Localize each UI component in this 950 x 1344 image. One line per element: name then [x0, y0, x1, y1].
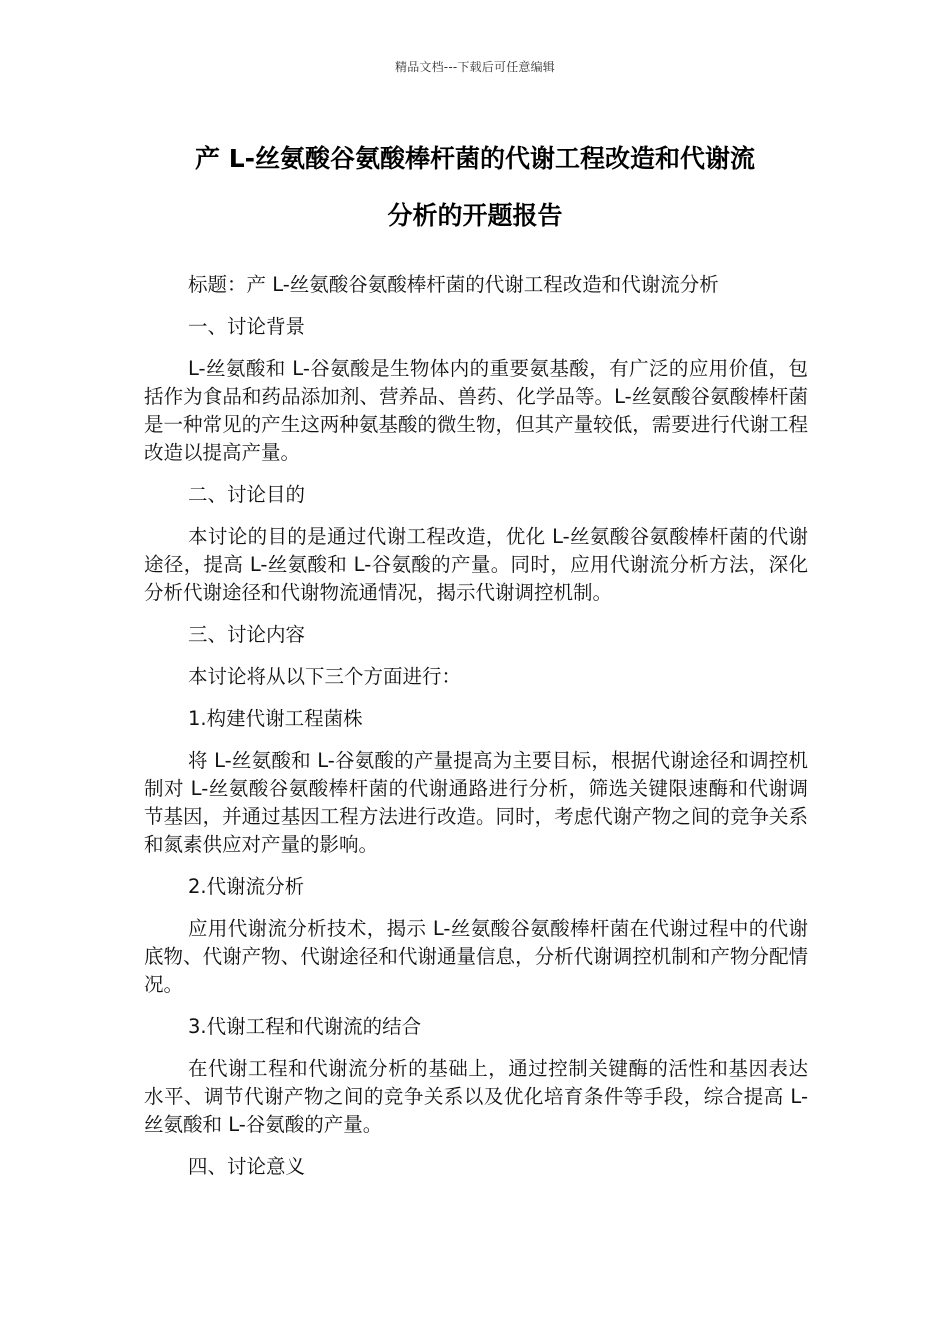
- paragraph-combination: 在代谢工程和代谢流分析的基础上，通过控制关键酶的活性和基因表达水平、调节代谢产物之间的竞争关系以及优化培育条件等手段，综合提高 L-丝氨酸和 L-谷氨酸的产量。: [144, 1057, 808, 1136]
- item-heading-flux: 2.代谢流分析: [188, 875, 305, 898]
- paragraph-purpose: 本讨论的目的是通过代谢工程改造，优化 L-丝氨酸谷氨酸棒杆菌的代谢途径，提高 L-丝氨酸和 L-谷氨酸的产量。同时，应用代谢流分析方法，深化分析代谢途径和代谢物流通情况，揭示代谢调控机制。: [144, 525, 808, 604]
- paragraph-flux: 应用代谢流分析技术，揭示 L-丝氨酸谷氨酸棒杆菌在代谢过程中的代谢底物、代谢产物、代谢途径和代谢通量信息，分析代谢调控机制和产物分配情况。: [144, 917, 808, 996]
- paragraph-background: L-丝氨酸和 L-谷氨酸是生物体内的重要氨基酸，有广泛的应用价值，包括作为食品和药品添加剂、营养品、兽药、化学品等。L-丝氨酸谷氨酸棒杆菌是一种常见的产生这两种氨基酸的微生物，但其产量较低，需要进行代谢工程改造以提高产量。: [144, 357, 808, 464]
- header-note: 精品文档---下载后可任意编辑: [395, 60, 555, 74]
- section-heading-purpose: 二、讨论目的: [188, 483, 306, 506]
- document-body: [144, 271, 808, 1195]
- content-intro: 本讨论将从以下三个方面进行：: [188, 665, 462, 688]
- item-heading-strain: 1.构建代谢工程菌株: [188, 707, 363, 730]
- section-heading-background: 一、讨论背景: [188, 315, 306, 338]
- document-title-line-2: 分析的开题报告: [387, 201, 563, 230]
- section-heading-significance: 四、讨论意义: [188, 1155, 306, 1178]
- subject-line: 标题：产 L-丝氨酸谷氨酸棒杆菌的代谢工程改造和代谢流分析: [188, 273, 719, 296]
- document-title-line-1: 产 L-丝氨酸谷氨酸棒杆菌的代谢工程改造和代谢流: [194, 144, 755, 173]
- section-heading-content: 三、讨论内容: [188, 623, 306, 646]
- item-heading-combination: 3.代谢工程和代谢流的结合: [188, 1015, 422, 1038]
- paragraph-strain: 将 L-丝氨酸和 L-谷氨酸的产量提高为主要目标，根据代谢途径和调控机制对 L-丝氨酸谷氨酸棒杆菌的代谢通路进行分析，筛选关键限速酶和代谢调节基因，并通过基因工程方法进行改造。同时，考虑代谢产物之间的竞争关系和氮素供应对产量的影响。: [144, 749, 808, 856]
